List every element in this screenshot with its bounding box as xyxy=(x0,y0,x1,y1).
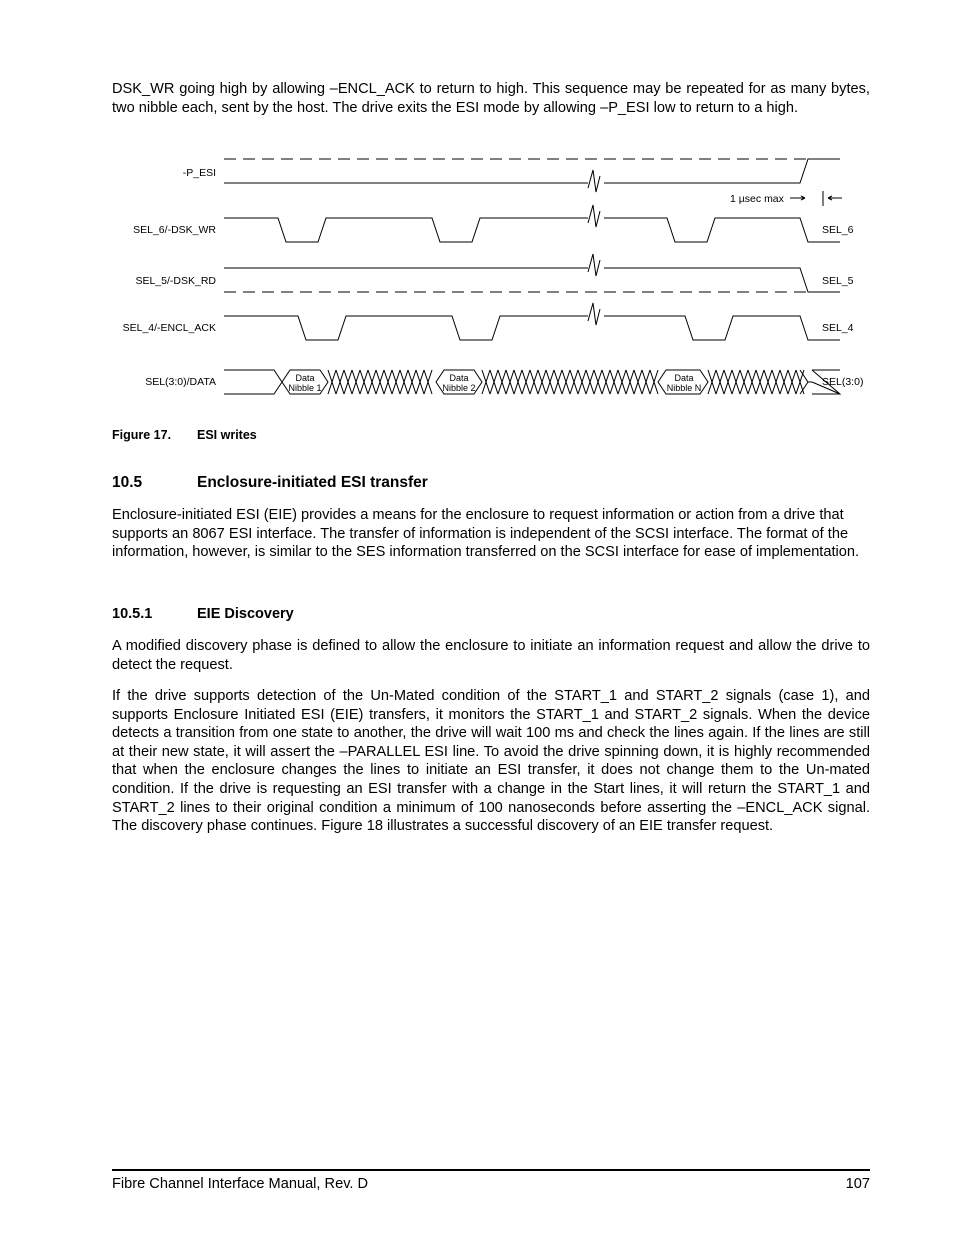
caption-title: ESI writes xyxy=(197,428,257,442)
footer-rule xyxy=(112,1169,870,1171)
timing-note: 1 µsec max xyxy=(730,193,784,205)
subsection-number: 10.5.1 xyxy=(112,606,153,622)
intro-paragraph: DSK_WR going high by allowing –ENCL_ACK to return to high. This sequence may be repeated for as many bytes, two nibble each, sent by the host. The drive exits the ESI mode by allowing –P_ESI low to return to a high. xyxy=(112,81,870,116)
sel5-waveform xyxy=(224,268,840,292)
section-title: Enclosure-initiated ESI transfer xyxy=(197,474,428,491)
figure-caption xyxy=(112,428,257,442)
subsection-paragraph-2: If the drive supports detection of the Un-Mated condition of the START_1 and START_2 signals (case 1), and supports Enclosure Initiated ESI (EIE) transfers, it monitors the START_1 and START_2 signals. When the device detects a transition from one state to another, the drive will wait 100 ms and check the lines again. If the lines are still at their new state, it will assert the –PARALLEL ESI line. To avoid the drive spinning down, it is highly recommended that when the enclosure changes the lines to initiate an ESI transfer, it does not change them to the Un-mated condition. If the drive is requesting an ESI transfer with a change in the Start lines, it will return the START_1 and START_2 lines to their original condition a minimum of 100 nanoseconds before asserting the –ENCL_ACK signal. The discovery phase continues. Figure 18 illustrates a successful discovery of an EIE transfer request. xyxy=(112,688,870,835)
data-bus-shape xyxy=(224,370,282,394)
subsection-title: EIE Discovery xyxy=(197,606,294,622)
section-heading xyxy=(112,474,428,492)
timing-arrow xyxy=(790,191,842,206)
nibble-2-line2: Nibble 2 xyxy=(442,383,476,393)
section-paragraph: Enclosure-initiated ESI (EIE) provides a means for the enclosure to request information or action from a drive that supports an 8067 ESI interface. The transfer of information is independent of the SCSI interface. The format of the information, however, is similar to the SES information transferred on the SCSI interface for ease of implementation. xyxy=(112,507,860,561)
caption-number: Figure 17. xyxy=(112,428,172,442)
signal-label-sel4: SEL_4/-ENCL_ACK xyxy=(122,322,216,334)
subsection-heading xyxy=(112,606,294,622)
footer-title: Fibre Channel Interface Manual, Rev. D xyxy=(112,1176,369,1192)
data-hatch xyxy=(328,370,432,394)
nibble-1-line2: Nibble 1 xyxy=(288,383,322,393)
end-label-sel6: SEL_6 xyxy=(822,224,854,236)
break-mark xyxy=(588,303,600,325)
signal-label-data: SEL(3:0)/DATA xyxy=(145,376,216,388)
subsection-paragraph-1: A modified discovery phase is defined to allow the enclosure to initiate an information request and allow the drive to detect the request. xyxy=(112,638,870,673)
sel4-waveform xyxy=(224,316,840,340)
break-mark xyxy=(588,170,600,192)
esi-writes-timing-diagram xyxy=(0,0,954,420)
page-number: 107 xyxy=(845,1176,870,1192)
end-label-data: SEL(3:0) xyxy=(822,376,864,388)
section-number: 10.5 xyxy=(112,474,143,491)
p-esi-low xyxy=(224,159,840,183)
break-mark xyxy=(588,254,600,276)
end-label-sel5: SEL_5 xyxy=(822,275,854,287)
break-mark xyxy=(588,205,600,227)
signal-label-sel6: SEL_6/-DSK_WR xyxy=(133,224,216,236)
data-hatch xyxy=(708,370,804,394)
nibble-n-line2: Nibble N xyxy=(666,383,702,393)
nibble-2-line1: Data xyxy=(449,373,469,383)
signal-label-p-esi: -P_ESI xyxy=(182,167,216,179)
nibble-n-line1: Data xyxy=(674,373,694,383)
data-hatch xyxy=(482,370,658,394)
sel6-waveform xyxy=(224,218,840,242)
signal-label-sel5: SEL_5/-DSK_RD xyxy=(135,275,216,287)
end-label-sel4: SEL_4 xyxy=(822,322,854,334)
nibble-1-line1: Data xyxy=(295,373,315,383)
